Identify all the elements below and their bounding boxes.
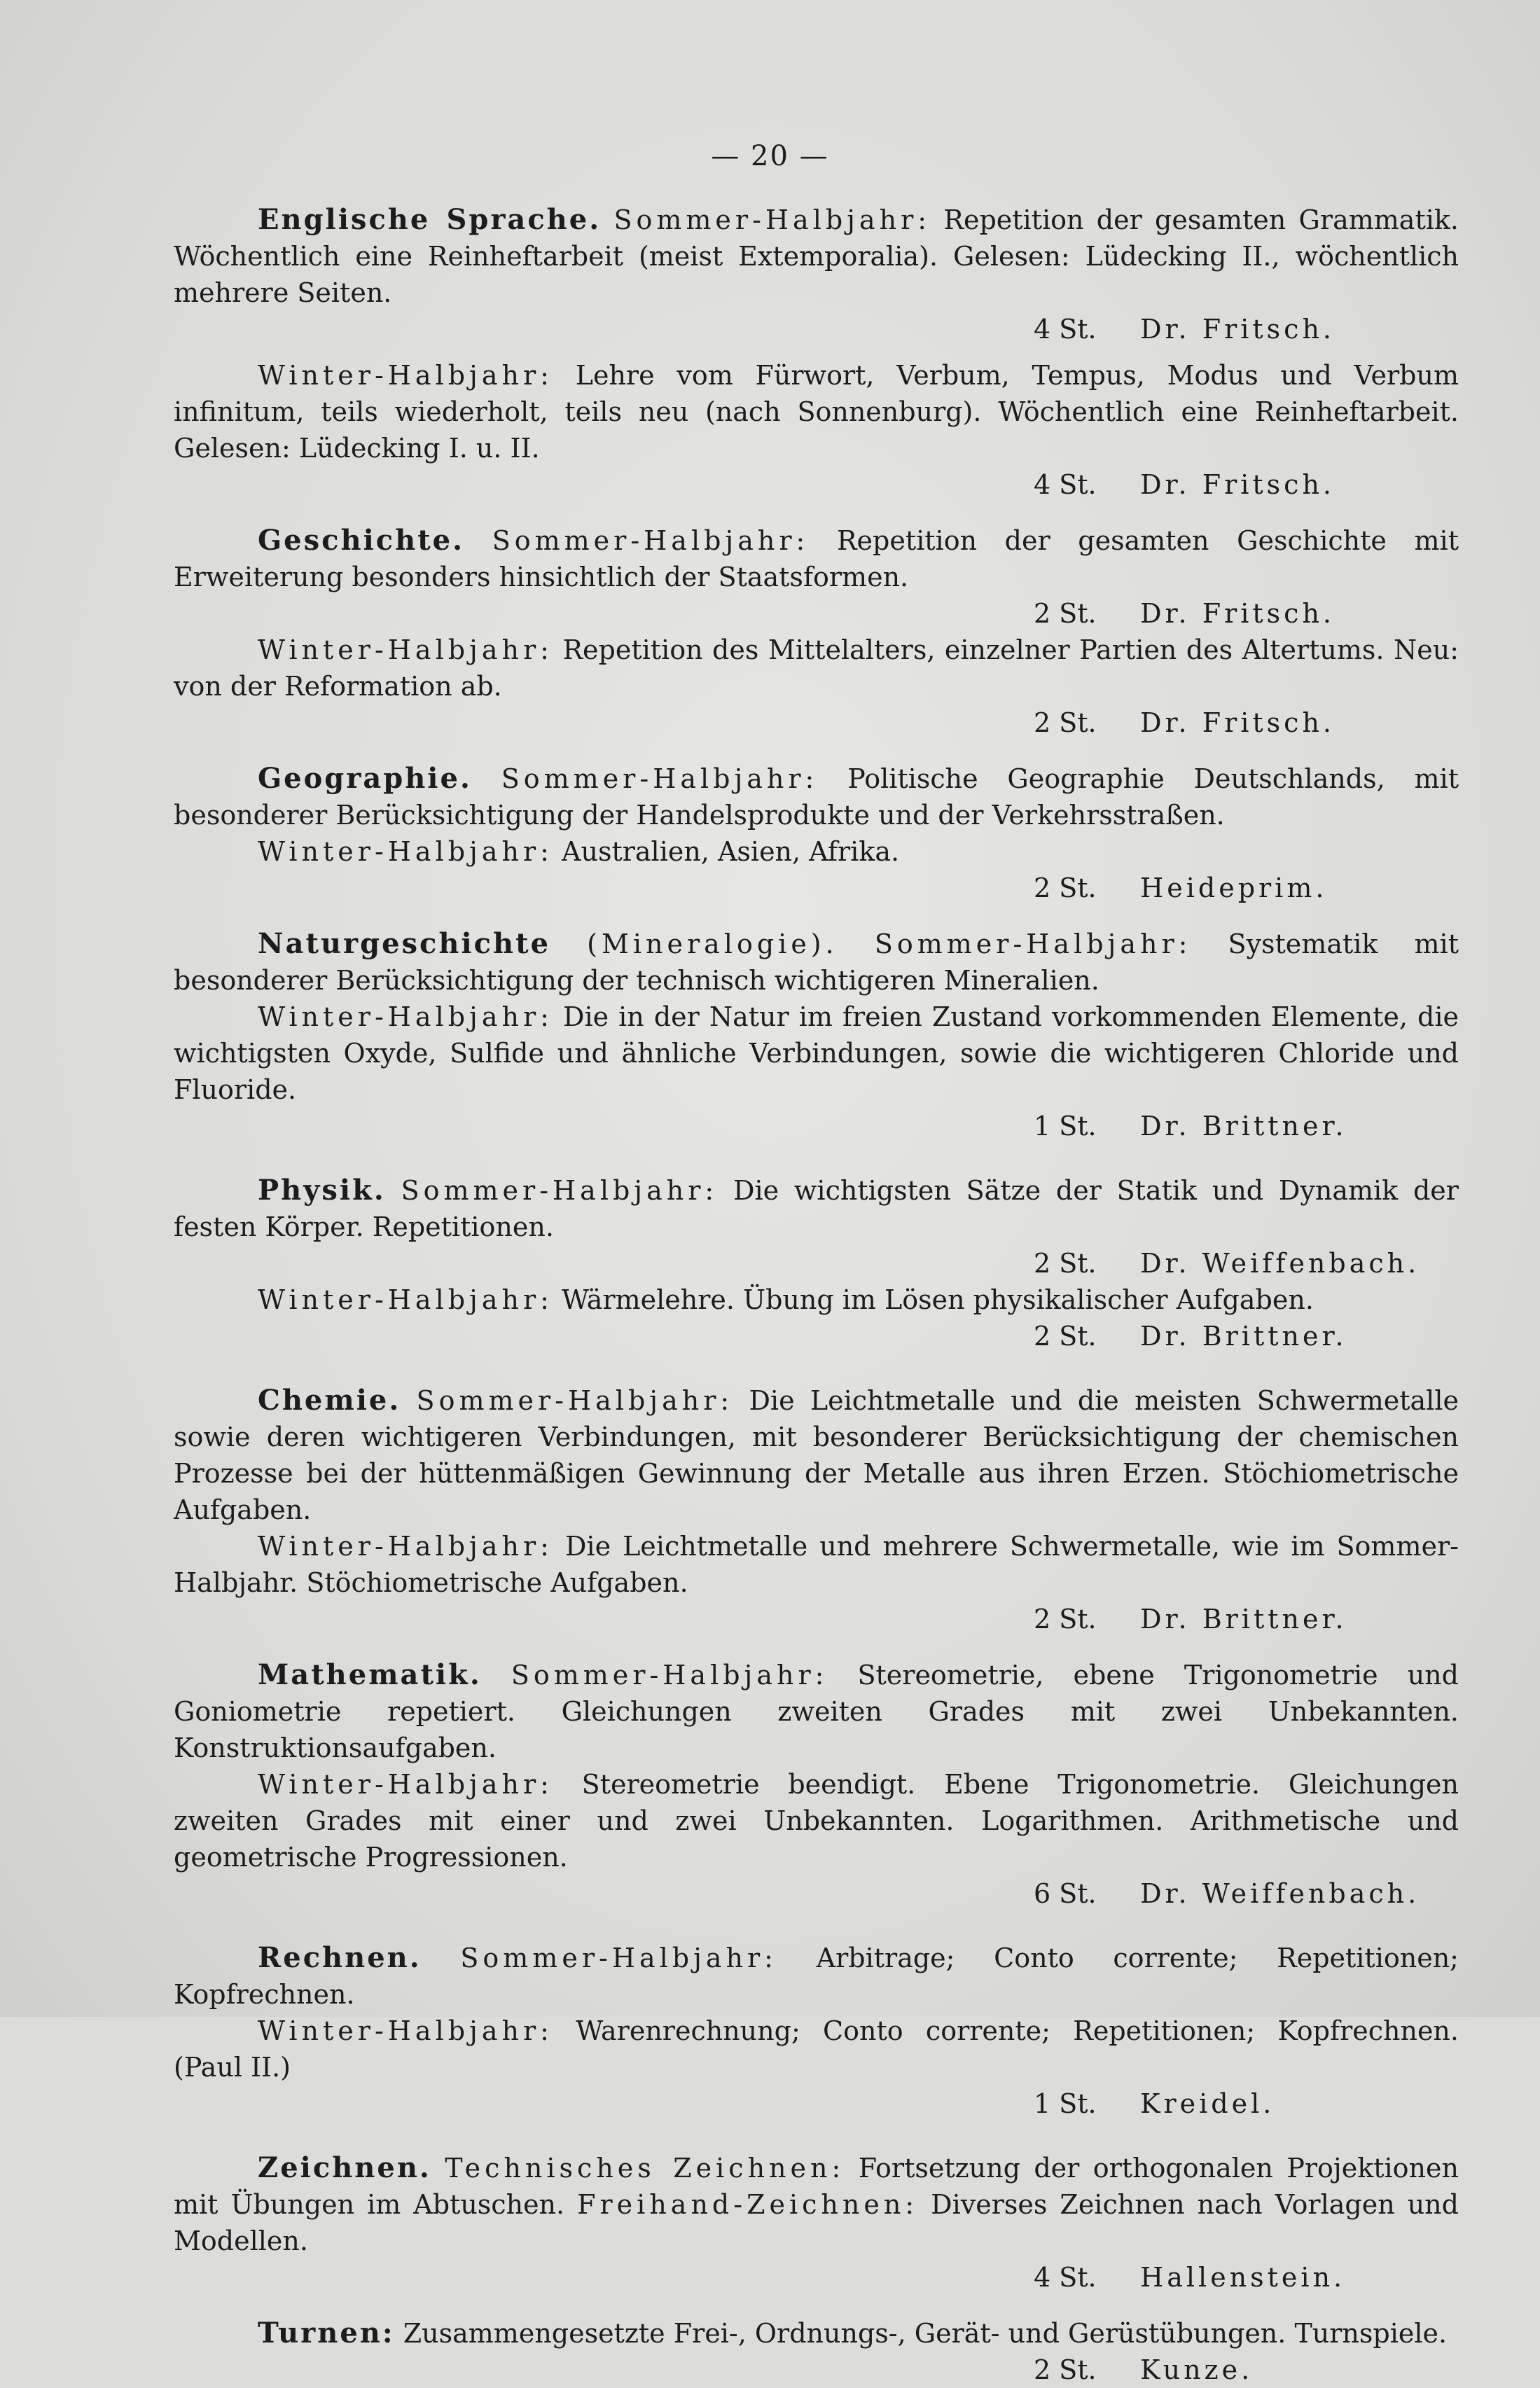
teacher-name: Dr. Weiffenbach. [1140, 1248, 1420, 1279]
section-heading: Naturgeschichte [258, 927, 551, 960]
paragraph-text: Zusammengesetzte Frei-, Ordnungs-, Gerät- und Gerüstübungen. Turnspiele. [403, 2318, 1448, 2349]
paragraph [174, 1528, 1459, 1601]
section-heading: Zeichnen. [258, 2151, 431, 2184]
paragraph [174, 1282, 1459, 1318]
paragraph [174, 1766, 1459, 1875]
teacher-line [174, 704, 1459, 741]
term-label: Sommer-Halbjahr: [460, 1943, 777, 1973]
hours: 1 St. [1034, 2088, 1097, 2119]
teacher-name: Dr. Fritsch. [1140, 707, 1335, 738]
teacher-line [174, 870, 1459, 906]
paragraph-text: Die Leichtmetalle und mehrere Schwermetalle, wie im Sommer-Halbjahr. Stöchiometrische Aufgaben. [174, 1531, 1459, 1598]
section-englisch [174, 202, 1459, 503]
teacher-line [174, 1318, 1459, 1354]
section-subheading: (Mineralogie). [587, 929, 838, 959]
teacher-line [174, 2259, 1459, 2296]
paragraph-text: Warenrechnung; Conto corrente; Repetitionen; Kopfrechnen. (Paul II.) [174, 2015, 1459, 2083]
section-geschichte [174, 522, 1459, 741]
hours: 2 St. [1034, 598, 1097, 629]
hours: 4 St. [1034, 314, 1097, 345]
term-label: Winter-Halbjahr: [258, 2015, 553, 2046]
section-heading: Physik. [258, 1174, 386, 1207]
paragraph [174, 357, 1459, 466]
teacher-name: Dr. Fritsch. [1140, 469, 1335, 500]
section-zeichnen [174, 2150, 1459, 2296]
hours: 1 St. [1034, 1111, 1097, 1141]
hours: 2 St. [1034, 2354, 1097, 2385]
term-label: Winter-Halbjahr: [258, 836, 553, 867]
paragraph-text: Die wichtigsten Sätze der Statik und Dynamik der festen Körper. Repetitionen. [174, 1175, 1459, 1242]
teacher-line [174, 2352, 1459, 2388]
section-rechnen [174, 1940, 1459, 2122]
paragraph [174, 1657, 1459, 1766]
hours: 2 St. [1034, 1248, 1097, 1279]
paragraph [174, 1940, 1459, 2013]
paragraph-text: Stereometrie, ebene Trigonometrie und Goniometrie repetiert. Gleichungen zweiten Grades mit zwei Unbekannten. Konstruktionsaufgaben. [174, 1660, 1459, 1763]
teacher-line [174, 466, 1459, 503]
section-mathematik [174, 1657, 1459, 1912]
paragraph-text: Arbitrage; Conto corrente; Repetitionen; Kopfrechnen. [174, 1943, 1459, 2010]
hours: 4 St. [1034, 469, 1097, 500]
term-label: Sommer-Halbjahr: [401, 1175, 719, 1206]
paragraph-text: Wärmelehre. Übung im Lösen physikalischer Aufgaben. [562, 1284, 1314, 1315]
section-heading: Turnen: [258, 2317, 395, 2349]
teacher-name: Dr. Brittner. [1140, 1604, 1347, 1634]
paragraph-text: Australien, Asien, Afrika. [562, 836, 900, 867]
paragraph-text: Lehre vom Fürwort, Verbum, Tempus, Modus und Verbum infinitum, teils wiederholt, teils neu (nach Sonnenburg). Wöchentlich eine Reinheftarbeit. Gelesen: Lüdecking I. u. II. [174, 360, 1459, 464]
hours: 2 St. [1034, 1321, 1097, 1352]
paragraph [174, 2150, 1459, 2259]
term-label: Sommer-Halbjahr: [501, 763, 819, 794]
paragraph [174, 999, 1459, 1108]
section-naturgeschichte [174, 926, 1459, 1144]
page-number: — 20 — [711, 140, 829, 172]
teacher-line [174, 595, 1459, 632]
teacher-name: Dr. Fritsch. [1140, 314, 1335, 345]
hours: 2 St. [1034, 707, 1097, 738]
section-heading: Geschichte. [258, 524, 465, 557]
hours: 2 St. [1034, 1604, 1097, 1634]
paragraph [174, 833, 1459, 870]
term-label: Sommer-Halbjahr: [874, 929, 1192, 959]
paragraph-text: Repetition der gesamten Grammatik. Wöchentlich eine Reinheftarbeit (meist Extemporalia). Gelesen: Lüdecking II., wöchentlich mehrere Seiten. [174, 204, 1459, 308]
term-label: Freihand-Zeichnen: [577, 2189, 919, 2220]
paragraph [174, 2315, 1459, 2352]
section-heading: Chemie. [258, 1384, 401, 1417]
paragraph [174, 632, 1459, 704]
teacher-name: Kreidel. [1140, 2088, 1275, 2119]
section-heading: Mathematik. [258, 1658, 482, 1691]
term-label: Sommer-Halbjahr: [613, 204, 931, 235]
term-label: Winter-Halbjahr: [258, 1284, 553, 1315]
term-label: Sommer-Halbjahr: [416, 1385, 734, 1416]
section-physik [174, 1172, 1459, 1354]
teacher-name: Hallenstein. [1140, 2262, 1346, 2293]
teacher-line [174, 1245, 1459, 1282]
paragraph-text: Repetition der gesamten Geschichte mit Erweiterung besonders hinsichtlich der Staatsformen. [174, 525, 1459, 592]
term-label: Winter-Halbjahr: [258, 1001, 553, 1032]
term-label: Winter-Halbjahr: [258, 1769, 553, 1800]
teacher-line [174, 1108, 1459, 1144]
teacher-name: Dr. Fritsch. [1140, 598, 1335, 629]
paragraph-text: Die in der Natur im freien Zustand vorkommenden Elemente, die wichtigsten Oxyde, Sulfide und ähnliche Verbindungen, sowie die wichtigeren Chloride und Fluoride. [174, 1001, 1459, 1105]
paragraph [174, 522, 1459, 595]
teacher-line [174, 311, 1459, 347]
teacher-line [174, 1875, 1459, 1912]
paragraph [174, 202, 1459, 311]
term-label: Sommer-Halbjahr: [492, 525, 810, 556]
section-heading: Englische Sprache. [258, 203, 602, 236]
section-heading: Geographie. [258, 762, 472, 795]
term-label: Winter-Halbjahr: [258, 1531, 553, 1562]
document-body [174, 202, 1459, 2388]
teacher-line [174, 2085, 1459, 2122]
paragraph [174, 926, 1459, 999]
section-chemie [174, 1382, 1459, 1637]
teacher-name: Dr. Weiffenbach. [1140, 1878, 1420, 1909]
term-label: Winter-Halbjahr: [258, 634, 553, 665]
section-geographie [174, 761, 1459, 906]
term-label: Winter-Halbjahr: [258, 360, 553, 391]
paragraph [174, 2013, 1459, 2085]
paragraph-text: Stereometrie beendigt. Ebene Trigonometrie. Gleichungen zweiten Grades mit einer und zwei Unbekannten. Logarithmen. Arithmetische und geometrische Progressionen. [174, 1769, 1459, 1873]
teacher-name: Dr. Brittner. [1140, 1321, 1347, 1352]
paragraph [174, 1172, 1459, 1245]
paragraph-text: Diverses Zeichnen nach Vorlagen und Modellen. [174, 2189, 1459, 2256]
term-label: Technisches Zeichnen: [445, 2153, 845, 2184]
teacher-name: Kunze. [1140, 2354, 1254, 2385]
section-heading: Rechnen. [258, 1941, 422, 1974]
paragraph-text: Die Leichtmetalle und die meisten Schwermetalle sowie deren wichtigeren Verbindungen, mit besonderer Berücksichtigung der chemischen Prozesse bei der hüttenmäßigen Gewinnung der Metalle aus ihren Erzen. Stöchiometrische Aufgaben. [174, 1385, 1459, 1525]
section-turnen [174, 2315, 1459, 2388]
paragraph-text: Systematik mit besonderer Berücksichtigung der technisch wichtigeren Mineralien. [174, 929, 1459, 996]
teacher-name: Dr. Brittner. [1140, 1111, 1347, 1141]
hours: 2 St. [1034, 873, 1097, 903]
hours: 6 St. [1034, 1878, 1097, 1909]
paragraph-text: Fortsetzung der orthogonalen Projektionen mit Übungen im Abtuschen. [174, 2153, 1459, 2220]
teacher-line [174, 1601, 1459, 1637]
paragraph [174, 761, 1459, 833]
teacher-name: Heideprim. [1140, 873, 1328, 903]
paragraph [174, 1382, 1459, 1528]
paragraph-text: Repetition des Mittelalters, einzelner Partien des Altertums. Neu: von der Reformation ab. [174, 634, 1459, 702]
paragraph-text: Politische Geographie Deutschlands, mit besonderer Berücksichtigung der Handelsprodukte und der Verkehrsstraßen. [174, 763, 1459, 831]
term-label: Sommer-Halbjahr: [511, 1660, 828, 1691]
hours: 4 St. [1034, 2262, 1097, 2293]
